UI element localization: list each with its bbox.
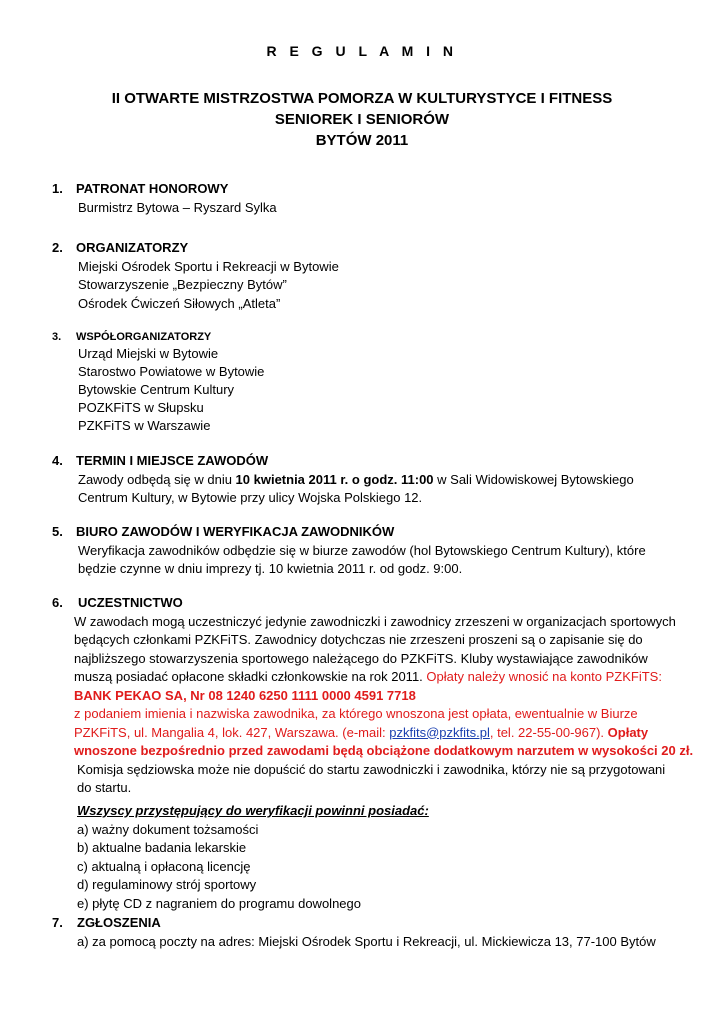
section-line: Zawody odbędą się w dniu 10 kwietnia 2011 r. o godz. 11:00 w Sali Widowiskowej Bytowskiego [78, 471, 634, 487]
event-heading [0, 88, 724, 151]
section-line: Stowarzyszenie „Bezpieczny Bytów” [78, 277, 287, 292]
section-line: do startu. [77, 780, 132, 795]
email-link[interactable]: pzkfits@pzkfits.pl [389, 724, 490, 740]
bank-account: BANK PEKAO SA, Nr 08 1240 6250 1111 0000 4591 7718 [74, 687, 416, 703]
section-title: WSPÓŁORGANIZATORZY [76, 331, 212, 343]
heading-line-1: II OTWARTE MISTRZOSTWA POMORZA W KULTURYSTYCE I FITNESS [111, 90, 613, 107]
section-line: PZKFiTS, ul. Mangalia 4, lok. 427, Warszawa. (e-mail: pzkfits@pzkfits.pl, tel. 22-55-00-967). Opłaty [74, 724, 649, 740]
section-number: 3. [52, 331, 62, 343]
section-line: będących członkami PZKFiTS. Zawodnicy dotychczas nie zrzeszeni proszeni są o zapisanie się do [74, 632, 643, 647]
section-line: będzie czynne w dniu imprezy tj. 10 kwietnia 2011 r. od godz. 9:00. [78, 561, 463, 576]
section-title: ORGANIZATORZY [76, 240, 189, 255]
requirement-item: c) aktualną i opłaconą licencję [77, 858, 251, 874]
section-line: najbliższego stowarzyszenia sportowego należącego do PZKFiTS. Kluby wystawiające zawodników [74, 650, 648, 666]
section-line: wnoszone bezpośrednio przed zawodami będą obciążone dodatkowym narzutem w wysokości 20 zł. [74, 743, 694, 758]
section-title: ZGŁOSZENIA [77, 915, 161, 930]
section-line: Urząd Miejski w Bytowie [78, 346, 219, 361]
heading-line-3: BYTÓW 2011 [315, 132, 409, 149]
heading-line-2: SENIOREK I SENIORÓW [274, 111, 450, 128]
section-title: UCZESTNICTWO [78, 595, 183, 610]
section-number: 7. [52, 915, 63, 930]
requirement-item: b) aktualne badania lekarskie [77, 840, 247, 855]
section-line: Bytowskie Centrum Kultury [78, 382, 235, 397]
section-title: TERMIN I MIEJSCE ZAWODÓW [76, 453, 269, 468]
section-line: Ośrodek Ćwiczeń Siłowych „Atleta” [78, 295, 281, 311]
section-line: Miejski Ośrodek Sportu i Rekreacji w Bytowie [78, 258, 339, 274]
section-line: Centrum Kultury, w Bytowie przy ulicy Wojska Polskiego 12. [78, 490, 423, 505]
requirements-title: Wszyscy przystępujący do weryfikacji powinni posiadać: [77, 803, 429, 818]
section-title: BIURO ZAWODÓW I WERYFIKACJA ZAWODNIKÓW [76, 524, 395, 539]
section-line: Starostwo Powiatowe w Bytowie [78, 364, 265, 379]
requirement-item: d) regulaminowy strój sportowy [77, 877, 257, 892]
section-number: 2. [52, 240, 63, 255]
requirement-item: a) ważny dokument tożsamości [77, 821, 259, 837]
section-line: Burmistrz Bytowa – Ryszard Sylka [78, 199, 277, 215]
section-line: z podaniem imienia i nazwiska zawodnika, za którego wnoszona jest opłata, ewentualnie w Biurze [74, 706, 638, 721]
section-line: Komisja sędziowska może nie dopuścić do startu zawodniczki i zawodnika, którzy nie są przygotowani [77, 761, 666, 777]
event-date: 10 kwietnia 2011 r. o godz. 11:00 [235, 471, 434, 487]
section-number: 1. [52, 181, 63, 196]
document-title: R E G U L A M I N [266, 43, 458, 59]
section-line: Weryfikacja zawodników odbędzie się w biurze zawodów (hol Bytowskiego Centrum Kultury), które [78, 542, 646, 558]
section-number: 6. [52, 595, 63, 610]
section-line: muszą posiadać opłacone składki członkowskie na rok 2011. Opłaty należy wnosić na konto PZKFiTS: [74, 669, 662, 684]
section-line: POZKFiTS w Słupsku [78, 400, 204, 415]
section-line: PZKFiTS w Warszawie [78, 418, 211, 433]
section-title: PATRONAT HONOROWY [76, 181, 229, 196]
section-number: 4. [52, 453, 63, 468]
section-line: a) za pomocą poczty na adres: Miejski Ośrodek Sportu i Rekreacji, ul. Mickiewicza 13, 77-100 Bytów [77, 933, 656, 949]
section-number: 5. [52, 524, 63, 539]
section-line: W zawodach mogą uczestniczyć jedynie zawodniczki i zawodnicy zrzeszeni w organizacjach sportowych [74, 613, 676, 629]
requirement-item: e) płytę CD z nagraniem do programu dowolnego [77, 895, 361, 911]
